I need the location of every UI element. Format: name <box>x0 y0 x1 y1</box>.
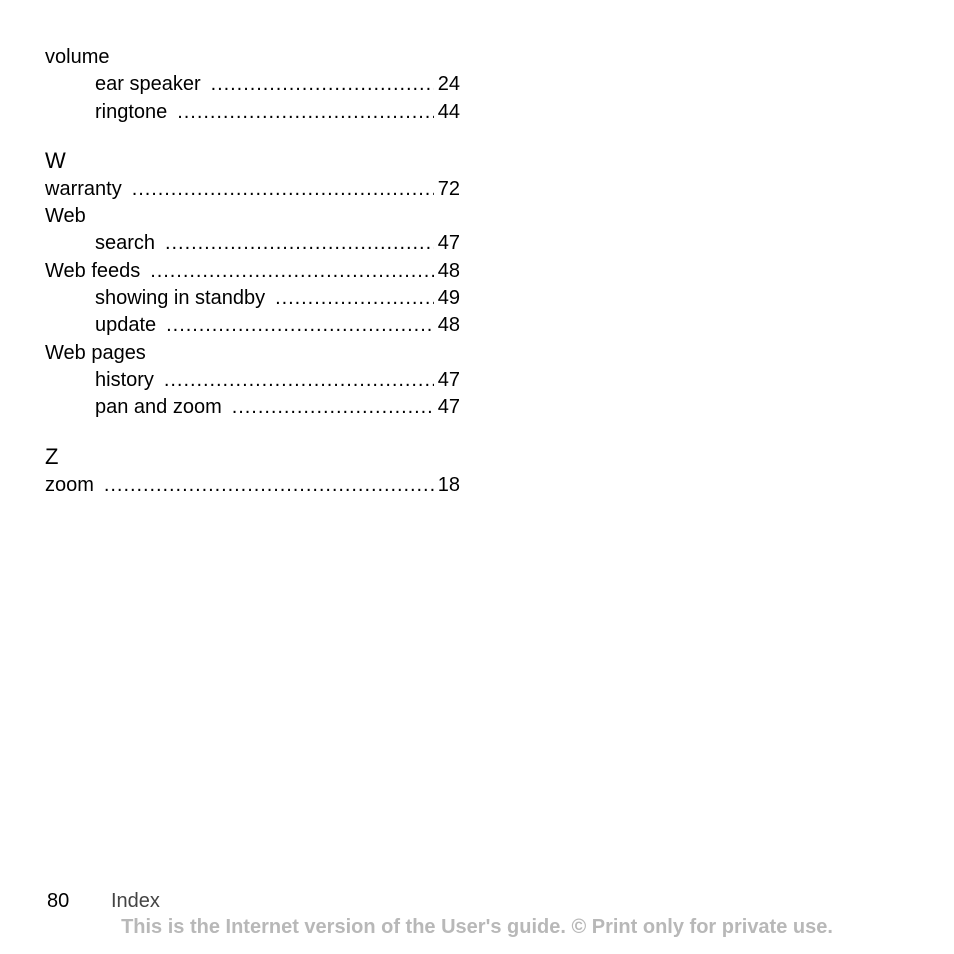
index-term: pan and zoom <box>95 396 222 419</box>
index-term: search <box>95 232 156 255</box>
index-term: Web feeds <box>45 259 141 282</box>
index-subentry-ear-speaker <box>45 71 460 98</box>
dot-leader <box>166 312 434 339</box>
dot-leader <box>275 285 434 312</box>
index-page-number: 48 <box>437 259 460 282</box>
index-term: zoom <box>45 473 94 496</box>
index-term: ear speaker <box>95 73 201 96</box>
index-page-number: 48 <box>437 314 460 337</box>
index-term: Web <box>45 205 86 228</box>
index-entry-warranty <box>45 176 460 203</box>
index-term: Web pages <box>45 341 146 364</box>
index-term: volume <box>45 46 110 68</box>
index-entry-web-pages <box>45 340 460 367</box>
index-term: history <box>95 368 154 391</box>
index-page-number: 49 <box>437 287 460 310</box>
index-entry-web <box>45 203 460 230</box>
index-page-number: 18 <box>437 473 460 496</box>
index-page-number: 47 <box>437 232 460 255</box>
index-subentry-update <box>45 312 460 339</box>
dot-leader <box>104 472 434 499</box>
index-page-number: 47 <box>437 396 460 419</box>
index-subentry-history <box>45 367 460 394</box>
footer-page-number: 80 <box>47 890 70 912</box>
index-term: update <box>95 314 157 337</box>
dot-leader <box>177 99 433 126</box>
index-term: warranty <box>45 177 122 200</box>
footer-usage-note: This is the Internet version of the User's guide. © Print only for private use. <box>121 916 833 938</box>
dot-leader <box>150 258 434 285</box>
index-entry-zoom <box>45 472 460 499</box>
index-column <box>45 44 460 499</box>
index-page-number: 47 <box>437 368 460 391</box>
index-letter-heading-z: Z <box>45 443 59 469</box>
index-letter-heading-w: W <box>45 147 66 173</box>
index-page-number: 44 <box>437 100 460 123</box>
dot-leader <box>232 394 434 421</box>
dot-leader <box>211 71 434 98</box>
index-subentry-pan-and-zoom <box>45 394 460 421</box>
index-entry-volume <box>45 44 460 71</box>
footer-section-name: Index <box>111 890 160 912</box>
index-term: ringtone <box>95 100 168 123</box>
dot-leader <box>165 230 434 257</box>
index-page-number: 24 <box>437 73 460 96</box>
index-subentry-showing-in-standby <box>45 285 460 312</box>
index-entry-web-feeds <box>45 258 460 285</box>
dot-leader <box>132 176 434 203</box>
index-term: showing in standby <box>95 287 266 310</box>
index-subentry-ringtone <box>45 99 460 126</box>
dot-leader <box>164 367 434 394</box>
index-page-number: 72 <box>437 177 460 200</box>
index-subentry-search <box>45 230 460 257</box>
